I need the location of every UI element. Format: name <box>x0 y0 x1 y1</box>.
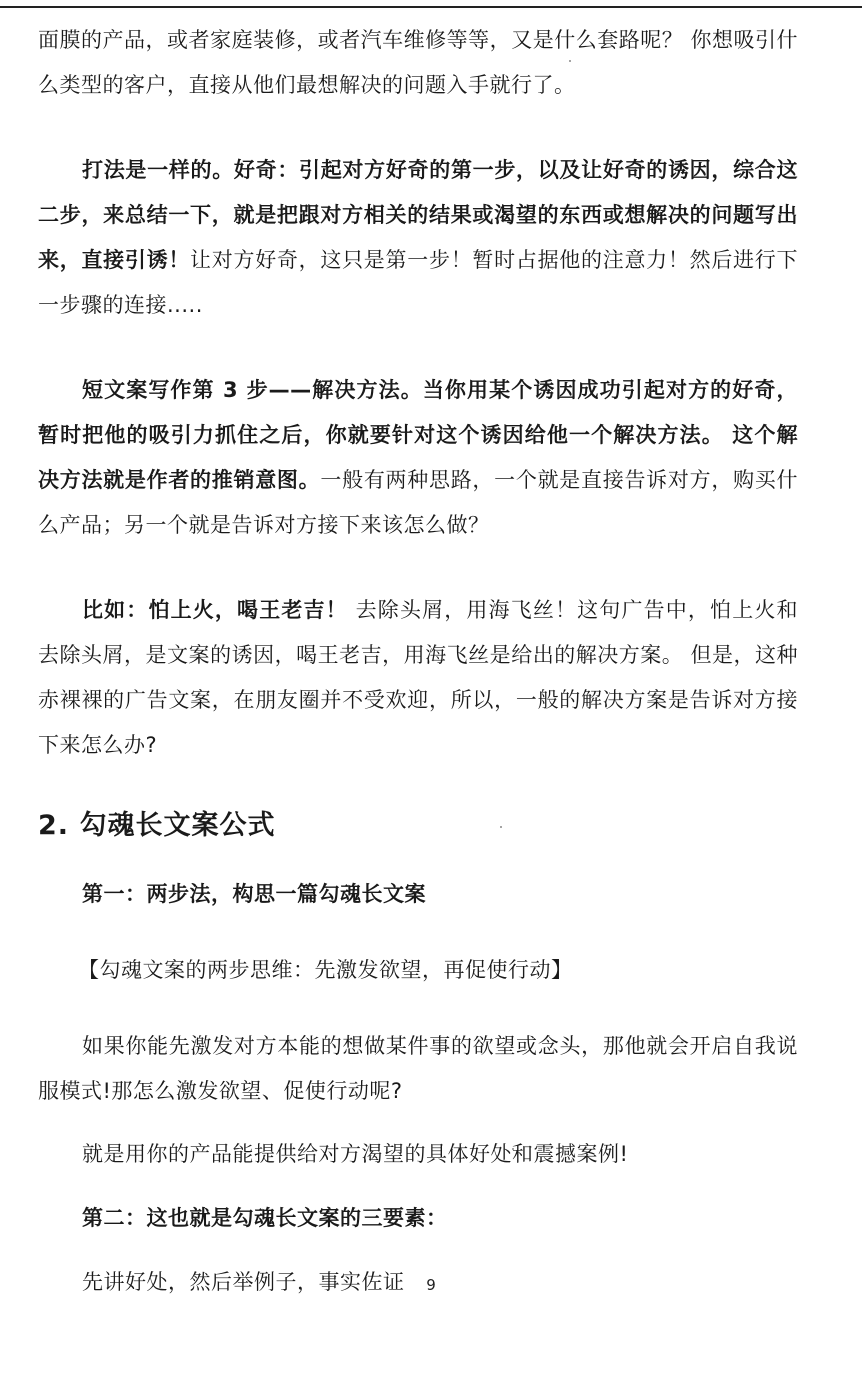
paragraph-4-rest: 去除头屑，用海飞丝！这句广告中，怕上火和去除头屑，是文案的诱因，喝王老吉，用海飞丝是给出的解决方案。 但是，这种赤裸裸的广告文案，在朋友圈并不受欢迎，所以，一般的解决方案是告诉对方接下来怎么办? <box>38 598 798 757</box>
paragraph-4 <box>38 588 798 768</box>
bracket-note: 【勾魂文案的两步思维：先激发欲望，再促使行动】 <box>78 958 573 982</box>
page-number: 9 <box>426 1276 436 1294</box>
paragraph-6: 就是用你的产品能提供给对方渴望的具体好处和震撼案例! <box>82 1142 629 1166</box>
paragraph-5: 如果你能先激发对方本能的想做某件事的欲望或念头，那他就会开启自我说服模式!那怎么激发欲望、促使行动呢? <box>38 1034 798 1103</box>
document-page <box>38 18 798 1304</box>
paragraph-4-bold: 比如：怕上火，喝王老吉！ <box>82 598 348 622</box>
paragraph-3 <box>38 368 798 548</box>
step-2-title: 第二：这也就是勾魂长文案的三要素： <box>82 1206 448 1230</box>
section-heading: 2. 勾魂长文案公式 <box>38 810 276 841</box>
paragraph-7: 先讲好处，然后举例子，事实佐证 <box>82 1270 405 1294</box>
top-border-rule <box>0 6 862 8</box>
paragraph-2 <box>38 148 798 328</box>
paragraph-3-bold: 短文案写作第 3 步——解决方法。当你用某个诱因成功引起对方的好奇，暂时把他的吸引力抓住之后，你就要针对这个诱因给他一个解决方法。 这个解决方法就是作者的推销意图。 <box>38 378 798 492</box>
step-1-title: 第一：两步法，构思一篇勾魂长文案 <box>82 882 426 906</box>
paragraph-2-bold: 打法是一样的。好奇：引起对方好奇的第一步，以及让好奇的诱因，综合这二步，来总结一下，就是把跟对方相关的结果或渴望的东西或想解决的问题写出来，直接引诱！ <box>38 158 798 272</box>
paragraph-3-rest: 一般有两种思路，一个就是直接告诉对方，购买什么产品；另一个就是告诉对方接下来该怎么做？ <box>38 468 799 537</box>
paragraph-1: 面膜的产品，或者家庭装修，或者汽车维修等等，又是什么套路呢？ 你想吸引什么类型的客户，直接从他们最想解决的问题入手就行了。 <box>38 28 798 97</box>
paragraph-2-rest: 让对方好奇，这只是第一步！暂时占据他的注意力！然后进行下一步骤的连接..... <box>38 248 799 317</box>
